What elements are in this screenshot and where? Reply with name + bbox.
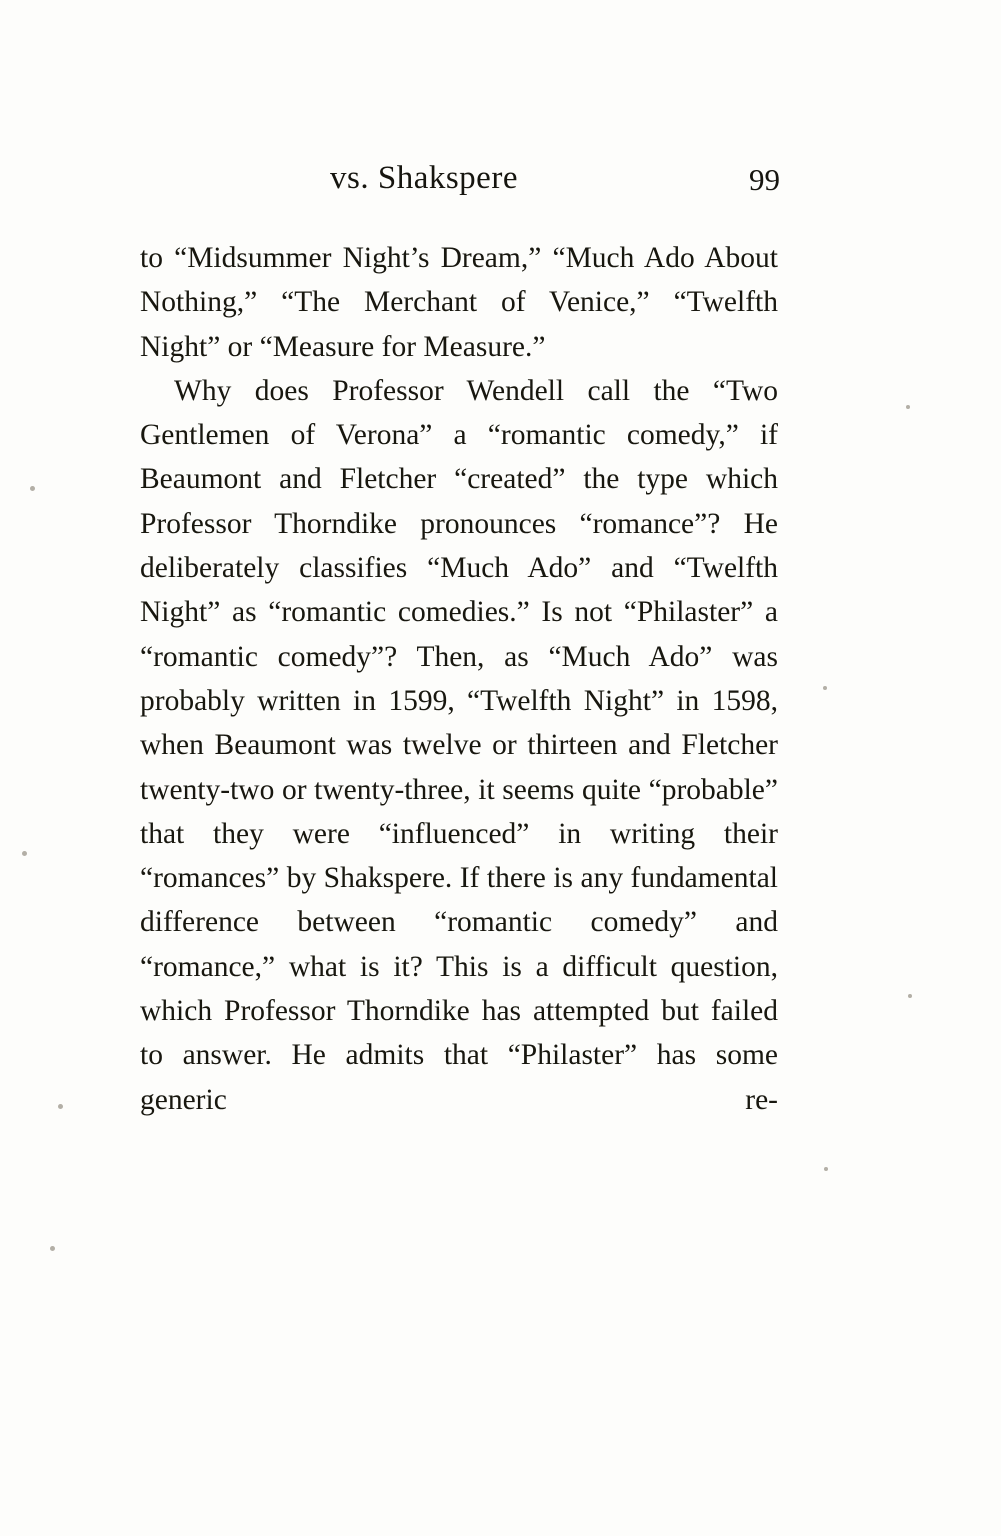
page-speckle — [22, 851, 27, 856]
paragraph: to “Midsummer Night’s Dream,” “Much Ado About Nothing,” “The Merchant of Venice,” “Twelfth Night” or “Measure for Measure.” — [140, 242, 778, 363]
page-body — [140, 236, 778, 1166]
page-speckle — [824, 1167, 828, 1171]
page-speckle — [50, 1246, 55, 1251]
page-header — [140, 160, 780, 204]
page-speckle — [58, 1104, 63, 1109]
page-speckle — [908, 994, 912, 998]
page-speckle — [906, 405, 910, 409]
page-speckle — [823, 686, 827, 690]
running-head: vs. Shakspere — [330, 160, 518, 196]
page-number: 99 — [749, 162, 780, 197]
page-speckle — [30, 486, 35, 491]
paragraph: Why does Professor Wendell call the “Two Gentlemen of Verona” a “romantic comedy,” if Beaumont and Fletcher “created” the type which Professor Thorndike pronounces “romance”? He deliberately classifies “Much Ado” and “Twelfth Night” as “romantic comedies.” Is not “Philaster” a “romantic comedy”? Then, as “Much Ado” was probably written in 1599, “Twelfth Night” in 1598, when Beaumont was twelve or thirteen and Fletcher twenty-two or twenty-three, it seems quite “probable” that they were “influenced” in writing their “romances” by Shakspere. If there is any fundamental difference between “romantic comedy” and “romance,” what is it? This is a difficult question, which Professor Thorndike has attempted but failed to answer. He admits that “Philaster” has some generic re- — [140, 374, 778, 1116]
